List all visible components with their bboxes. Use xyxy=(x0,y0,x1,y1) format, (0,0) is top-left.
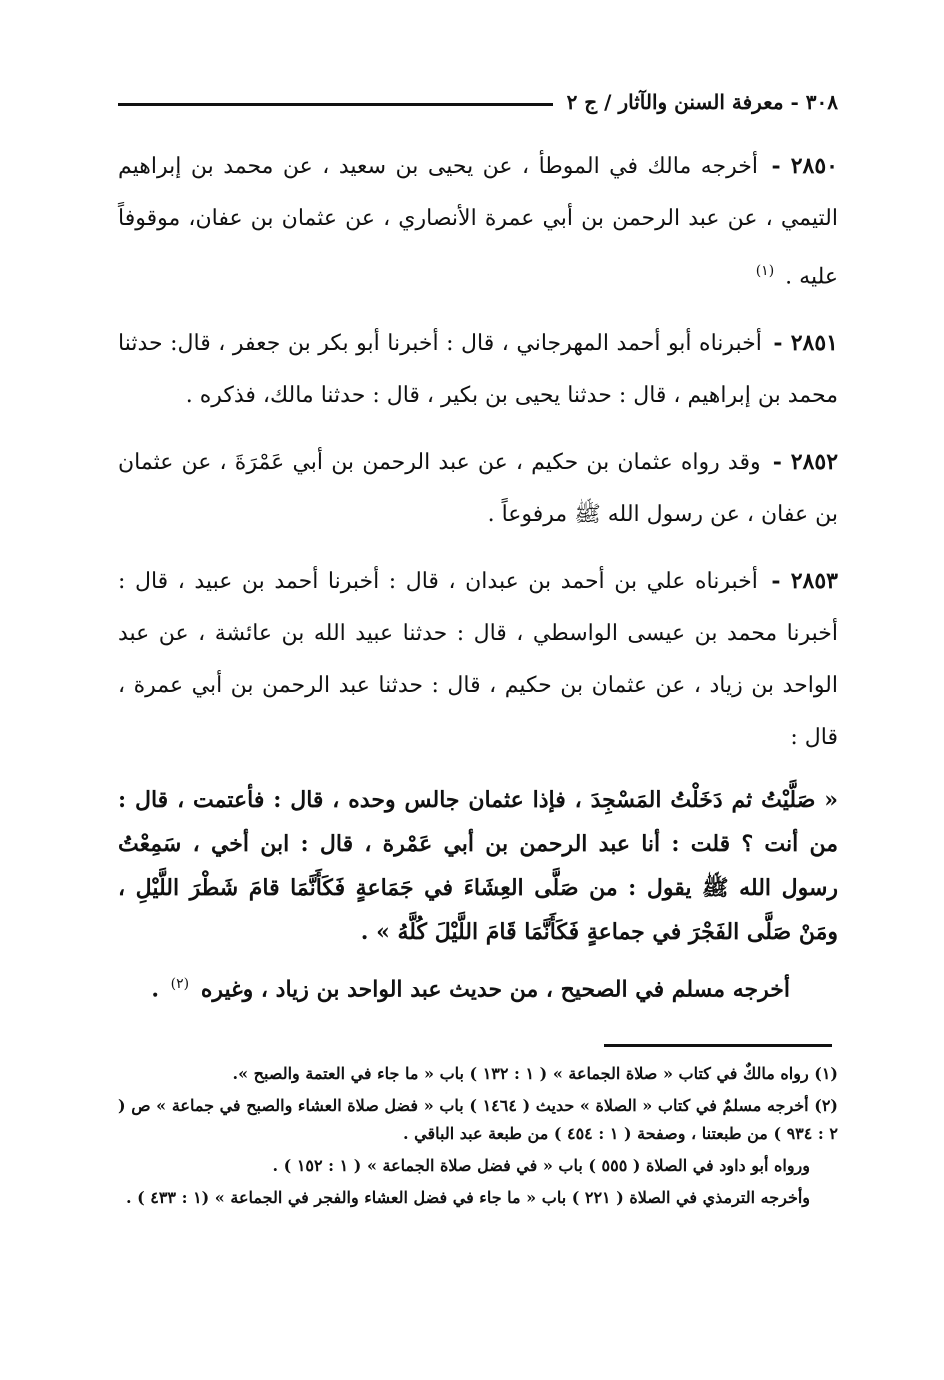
paragraph-2852 xyxy=(118,436,838,541)
page-header-title: ٣٠٨ - معرفة السنن والآثار / ج ٢ xyxy=(566,90,838,114)
footnote-2-tirmidhi: وأخرجه الترمذي في الصلاة ( ٢٢١ ) باب « ما جاء في فضل العشاء والفجر في الجماعة » (١ : ٤٣٣ ) . xyxy=(125,1188,810,1207)
footnote-1: (١) رواه مالكٌ في كتاب « صلاة الجماعة » ( ١ : ١٣٢ ) باب « ما جاء في العتمة والصبح ». xyxy=(232,1064,838,1083)
header-rule xyxy=(118,103,553,106)
main-text xyxy=(118,140,838,1012)
footnote-separator xyxy=(604,1044,832,1047)
paragraph-text: أخبرناه علي بن أحمد بن عبدان ، قال : أخبرنا أحمد بن عبيد ، قال : أخبرنا محمد بن عيسى الواسطي ، قال : حدثنا عبيد الله بن عائشة ، عن عبد الواحد بن زياد ، عن عثمان بن حكيم ، قال : حدثنا عبد الرحمن بن أبي عمرة ، قال : xyxy=(118,569,838,751)
footnotes xyxy=(118,1060,838,1216)
paragraph-text: أخبرناه أبو أحمد المهرجاني ، قال : أخبرنا أبو بكر بن جعفر ، قال: حدثنا محمد بن إبراهيم ، قال : حدثنا يحيى بن بكير ، قال : حدثنا مالك، فذكره . xyxy=(118,331,838,409)
paragraph-2853 xyxy=(118,555,838,764)
page-header xyxy=(118,84,838,120)
footnote-ref-2[interactable]: (٢) xyxy=(170,976,190,993)
paragraph-number: ٢٨٥١ - xyxy=(773,330,838,357)
closing-note xyxy=(118,962,838,1011)
footnote-2: (٢) أخرجه مسلمٌ في كتاب « الصلاة » حديث ( ١٤٦٤ ) باب « فضل صلاة العشاء والصبح في جماعة » ص ( ٢ : ٩٣٤ ) من طبعتنا ، وصفحة ( ١ : ٤٥٤ ) من طبعة عبد الباقي . xyxy=(118,1096,838,1143)
closing-note-end: . xyxy=(151,976,159,1003)
paragraph-text: وقد رواه عثمان بن حكيم ، عن عبد الرحمن بن أبي عَمْرَةَ ، عن عثمان بن عفان ، عن رسول الله ﷺ مرفوعاً . xyxy=(118,450,838,528)
paragraph-2851 xyxy=(118,317,838,422)
closing-note-text: أخرجه مسلم في الصحيح ، من حديث عبد الواحد بن زياد ، وغيره xyxy=(200,976,790,1003)
footnote-ref-1[interactable]: (١) xyxy=(755,263,775,279)
paragraph-text: أخرجه مالك في الموطأ ، عن يحيى بن سعيد ، عن محمد بن إبراهيم التيمي ، عن عبد الرحمن بن أبي عمرة الأنصاري ، عن عثمان بن عفان، موقوفاً عليه . xyxy=(118,154,838,290)
paragraph-2850 xyxy=(118,140,838,303)
paragraph-number: ٢٨٥٢ - xyxy=(772,449,839,476)
paragraph-number: ٢٨٥٣ - xyxy=(771,568,838,595)
hadith-text: « صَلَّيْتُ ثم دَخَلْتُ المَسْجِدَ ، فإذا عثمان جالس وحده ، قال : فأعتمت ، قال : من أنت ؟ قلت : أنا عبد الرحمن بن أبي عَمْرة ، قال : ابن أخي ، سَمِعْتُ رسول الله ﷺ يقول : من صَلَّى العِشَاءَ في جَمَاعةٍ فَكَأَنَّمَا قامَ شَطْرَ اللَّيْلِ ، ومَنْ صَلَّى الفَجْرَ في جماعةٍ فَكَأَنَّمَا قَامَ اللَّيْلَ كُلَّهُ » . xyxy=(118,787,838,946)
paragraph-number: ٢٨٥٠ - xyxy=(771,153,838,179)
footnote-2-abudawud: ورواه أبو داود في الصلاة ( ٥٥٥ ) باب « في فضل صلاة الجماعة » ( ١ : ١٥٢ ) . xyxy=(272,1156,810,1175)
